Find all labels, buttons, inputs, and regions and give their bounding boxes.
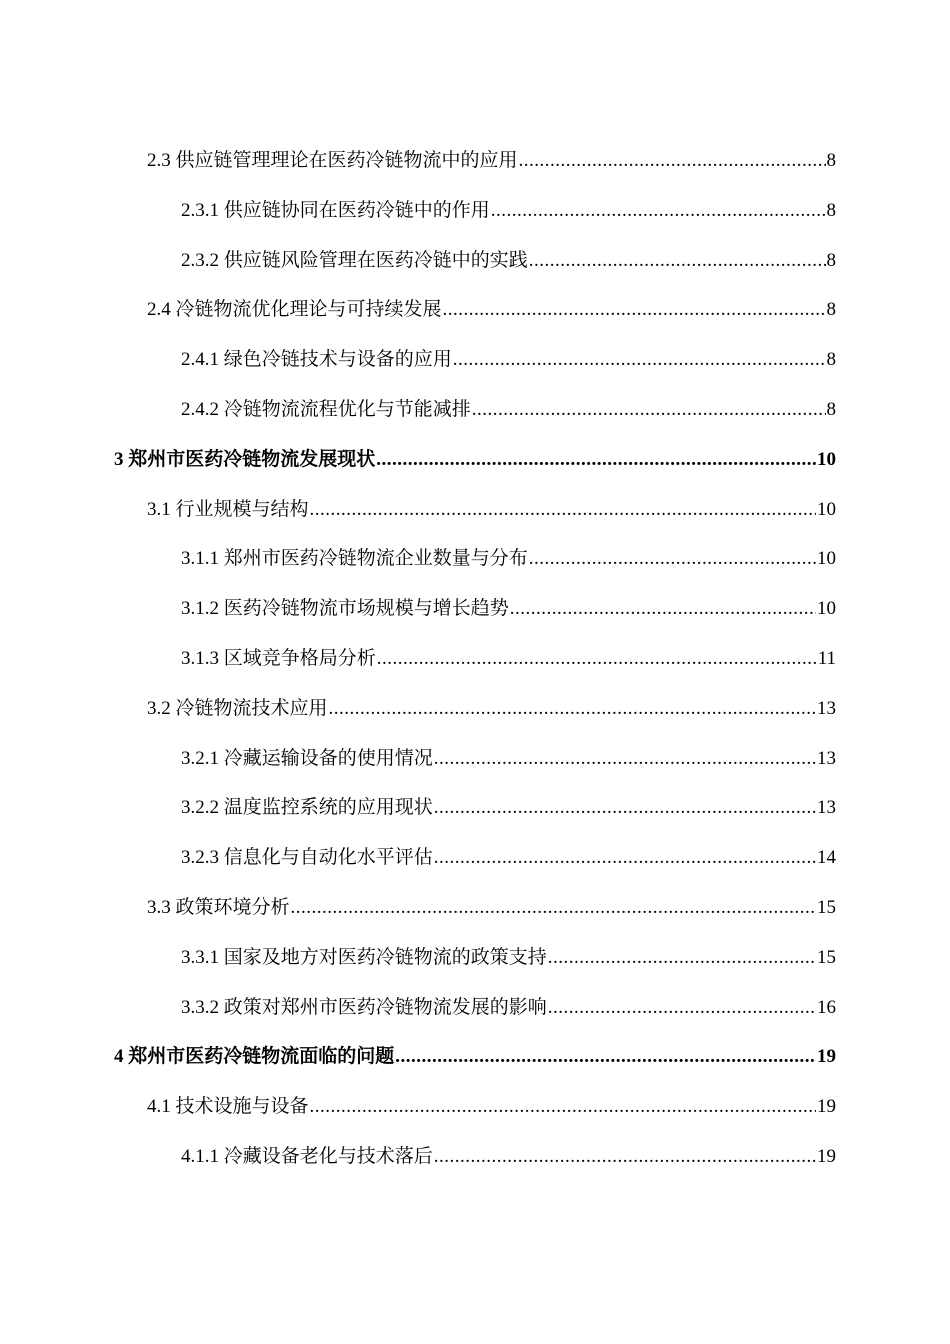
toc-page-number: 8 — [826, 199, 836, 221]
toc-dot-leader — [491, 186, 826, 236]
toc-dot-leader — [377, 634, 817, 684]
toc-page-number: 16 — [817, 996, 836, 1018]
toc-entry-3-1-2[interactable] — [0, 584, 950, 634]
toc-entry-label: 3.3.2 政策对郑州市医药冷链物流发展的影响 — [181, 996, 547, 1018]
toc-entry-label: 4.1.1 冷藏设备老化与技术落后 — [181, 1145, 433, 1167]
toc-entry-2-4-1[interactable] — [0, 335, 950, 385]
toc-page-number: 19 — [817, 1046, 836, 1068]
toc-entry-label: 2.4.1 绿色冷链技术与设备的应用 — [181, 349, 452, 371]
toc-dot-leader — [395, 1032, 816, 1082]
toc-entry-chapter-4[interactable] — [0, 1032, 950, 1082]
toc-page-number: 14 — [817, 847, 836, 869]
toc-page-number: 13 — [817, 797, 836, 819]
toc-page-number: 8 — [826, 150, 836, 171]
toc-entry-label: 2.3.1 供应链协同在医药冷链中的作用 — [181, 199, 490, 221]
toc-entry-label: 3.1.2 医药冷链物流市场规模与增长趋势 — [181, 598, 509, 620]
toc-page-number: 8 — [826, 398, 836, 420]
toc-entry-label: 3.2.3 信息化与自动化水平评估 — [181, 847, 433, 869]
toc-dot-leader — [443, 285, 826, 335]
toc-entry-2-4[interactable] — [0, 285, 950, 335]
toc-page-number: 8 — [826, 249, 836, 271]
toc-dot-leader — [453, 335, 826, 385]
toc-entry-label: 3.2.1 冷藏运输设备的使用情况 — [181, 747, 433, 769]
toc-entry-label: 2.3.2 供应链风险管理在医药冷链中的实践 — [181, 249, 528, 271]
toc-entry-3-1-3[interactable] — [0, 634, 950, 684]
toc-entry-2-3[interactable] — [0, 136, 950, 186]
toc-dot-leader — [310, 1082, 816, 1132]
toc-dot-leader — [529, 534, 816, 584]
toc-page-number: 11 — [817, 647, 836, 669]
toc-dot-leader — [434, 783, 816, 833]
toc-page-number: 15 — [817, 896, 836, 918]
toc-page-number: 8 — [826, 299, 836, 321]
toc-entry-3-2-1[interactable] — [0, 734, 950, 784]
toc-entry-label: 4 郑州市医药冷链物流面临的问题 — [114, 1046, 395, 1068]
toc-entry-label: 3.3.1 国家及地方对医药冷链物流的政策支持 — [181, 946, 547, 968]
toc-entry-label: 3.1 行业规模与结构 — [147, 498, 309, 520]
toc-dot-leader — [529, 236, 826, 286]
toc-entry-label: 3.2.2 温度监控系统的应用现状 — [181, 797, 433, 819]
toc-entry-3-2[interactable] — [0, 684, 950, 734]
toc-entry-label: 3.1.1 郑州市医药冷链物流企业数量与分布 — [181, 548, 528, 570]
toc-page-number: 8 — [826, 349, 836, 371]
toc-entry-3-1-1[interactable] — [0, 534, 950, 584]
toc-page-number: 19 — [817, 1145, 836, 1167]
toc-entry-4-1-1[interactable] — [0, 1132, 950, 1182]
toc-dot-leader — [434, 833, 816, 883]
toc-entry-3-3-1[interactable] — [0, 933, 950, 983]
toc-page-number: 10 — [817, 498, 836, 520]
toc-dot-leader — [548, 933, 816, 983]
toc-entry-chapter-3[interactable] — [0, 435, 950, 485]
toc-page-number: 13 — [817, 747, 836, 769]
toc-entry-label: 3.2 冷链物流技术应用 — [147, 697, 328, 719]
toc-entry-3-1[interactable] — [0, 485, 950, 535]
toc-dot-leader — [291, 883, 816, 933]
toc-entry-label: 4.1 技术设施与设备 — [147, 1096, 309, 1118]
toc-entry-3-2-3[interactable] — [0, 833, 950, 883]
toc-page-number: 10 — [817, 548, 836, 570]
toc-page-number: 13 — [817, 697, 836, 719]
toc-dot-leader — [548, 983, 816, 1033]
toc-entry-label: 3 郑州市医药冷链物流发展现状 — [114, 448, 376, 470]
toc-page-number: 19 — [817, 1096, 836, 1118]
toc-entry-2-3-1[interactable] — [0, 186, 950, 236]
table-of-contents — [0, 136, 950, 1182]
toc-dot-leader — [329, 684, 816, 734]
toc-entry-4-1[interactable] — [0, 1082, 950, 1132]
toc-entry-2-4-2[interactable] — [0, 385, 950, 435]
toc-entry-label: 3.1.3 区域竞争格局分析 — [181, 647, 376, 669]
toc-entry-3-2-2[interactable] — [0, 783, 950, 833]
toc-dot-leader — [519, 136, 826, 186]
toc-dot-leader — [376, 435, 816, 485]
toc-dot-leader — [434, 734, 816, 784]
toc-dot-leader — [472, 385, 826, 435]
toc-dot-leader — [434, 1132, 816, 1182]
toc-page-number: 10 — [817, 448, 836, 470]
toc-entry-label: 2.4.2 冷链物流流程优化与节能减排 — [181, 398, 471, 420]
toc-entry-label: 3.3 政策环境分析 — [147, 896, 290, 918]
toc-dot-leader — [310, 485, 816, 535]
toc-entry-label: 2.4 冷链物流优化理论与可持续发展 — [147, 299, 442, 321]
toc-entry-label: 2.3 供应链管理理论在医药冷链物流中的应用 — [147, 150, 518, 171]
toc-page-number: 15 — [817, 946, 836, 968]
toc-entry-3-3-2[interactable] — [0, 983, 950, 1033]
toc-dot-leader — [510, 584, 816, 634]
toc-page-number: 10 — [817, 598, 836, 620]
toc-entry-3-3[interactable] — [0, 883, 950, 933]
toc-entry-2-3-2[interactable] — [0, 236, 950, 286]
